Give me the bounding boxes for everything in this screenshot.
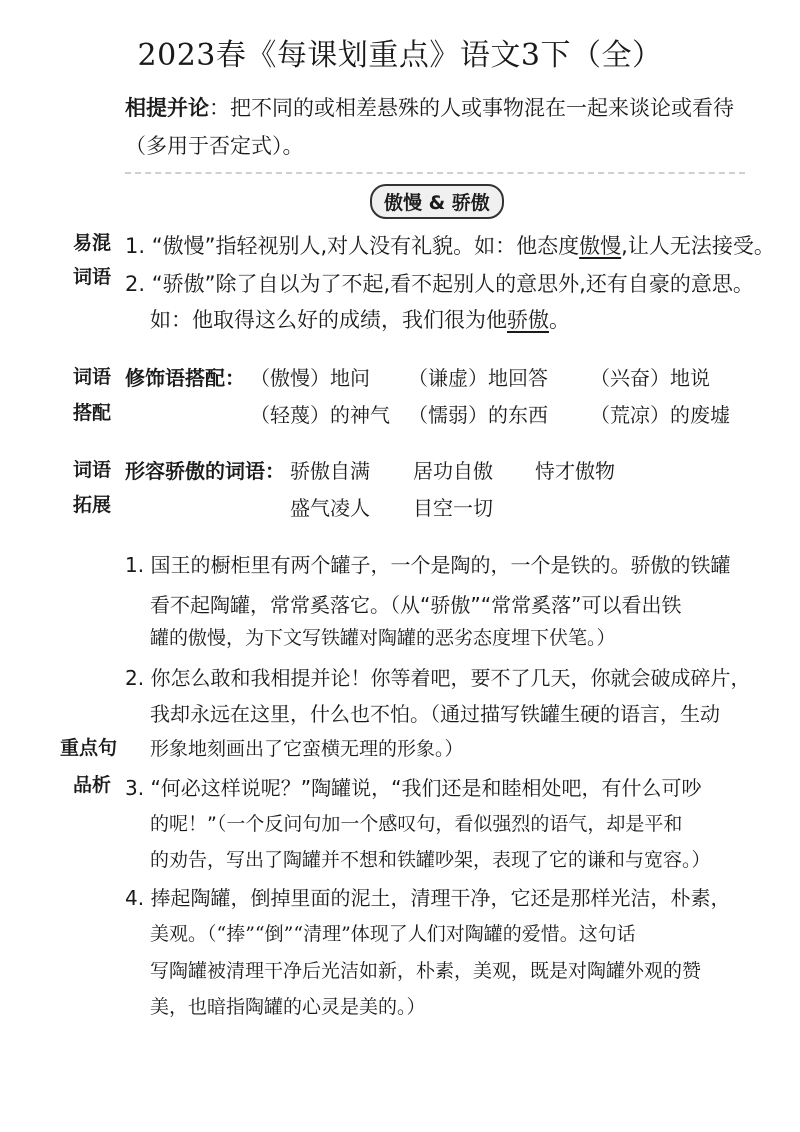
extension-heading: 形容骄傲的词语： bbox=[125, 459, 285, 483]
extension-word: 居功自傲 bbox=[413, 459, 493, 483]
sentence-3-line-1: 3. “何必这样说呢？”陶罐说，“我们还是和睦相处吧，有什么可吵 bbox=[125, 776, 702, 800]
collocation-cell: （谦虚）地回答 bbox=[408, 366, 548, 390]
sentence-2-line-2: 我却永远在这里，什么也不怕。（通过描写铁罐生硬的语言，生动 bbox=[150, 702, 720, 726]
sentence-1-line-2: 看不起陶罐，常常奚落它。（从“骄傲”“常常奚落”可以看出铁 bbox=[150, 593, 682, 617]
side-label-collocation-1: 词语 bbox=[73, 366, 112, 388]
sentence-4-line-2: 美观。（“捧”“倒”“清理”体现了人们对陶罐的爱惜。这句话 bbox=[150, 923, 636, 945]
collocation-cell: （荒凉）的废墟 bbox=[590, 403, 730, 427]
extension-word: 恃才傲物 bbox=[535, 459, 615, 483]
sentence-3-line-2: 的呢！”（一个反问句加一个感叹句，看似强烈的语气，却是平和 bbox=[150, 813, 683, 835]
example-marker: 如： bbox=[474, 234, 517, 258]
definition-line-2: （多用于否定式）。 bbox=[125, 134, 304, 158]
collocation-cell: （兴奋）地说 bbox=[590, 366, 710, 390]
side-label-collocation-2: 搭配 bbox=[73, 402, 112, 424]
sentence-2-line-1: 2. 你怎么敢和我相提并论！你等着吧，要不了几天，你就会破成碎片， bbox=[125, 666, 751, 690]
extension-word: 盛气凌人 bbox=[290, 496, 370, 520]
example-text-end: ,让人无法接受。 bbox=[621, 234, 775, 258]
example-text: 他取得这么好的成绩，我们很为他 bbox=[192, 308, 507, 332]
underlined-word: 傲慢 bbox=[579, 234, 622, 258]
side-label-analysis-1: 重点句 bbox=[60, 737, 118, 759]
item-number: 1. bbox=[125, 234, 146, 258]
definition-term: 相提并论 bbox=[125, 96, 209, 120]
definition-line-1 bbox=[125, 92, 734, 122]
extension-word: 骄傲自满 bbox=[290, 459, 370, 483]
side-label-extension-1: 词语 bbox=[73, 459, 112, 481]
side-label-confusable-2: 词语 bbox=[73, 266, 112, 288]
word-pair-badge: 傲慢 & 骄傲 bbox=[370, 184, 504, 219]
confusable-item-1 bbox=[125, 230, 775, 260]
sentence-4-line-3: 写陶罐被清理干净后光洁如新，朴素，美观，既是对陶罐外观的赞 bbox=[150, 960, 702, 982]
collocation-heading: 修饰语搭配： bbox=[125, 366, 245, 390]
example-marker: 如： bbox=[150, 308, 192, 332]
underlined-word: 骄傲 bbox=[507, 308, 549, 332]
item-text: “傲慢”指轻视别人,对人没有礼貌。 bbox=[151, 234, 475, 258]
page-title: 2023春《每课划重点》语文3下（全） bbox=[137, 38, 663, 73]
side-label-confusable-1: 易混 bbox=[73, 232, 112, 254]
item-text: “骄傲”除了自以为了不起,看不起别人的意思外,还有自豪的意思。 bbox=[151, 272, 754, 296]
example-text-end: 。 bbox=[549, 308, 570, 332]
sentence-4-line-1: 4. 捧起陶罐，倒掉里面的泥土，清理干净，它还是那样光洁，朴素， bbox=[125, 886, 731, 910]
sentence-2-line-3: 形象地刻画出了它蛮横无理的形象。） bbox=[150, 738, 464, 760]
confusable-item-2 bbox=[125, 268, 754, 298]
sentence-4-line-4: 美，也暗指陶罐的心灵是美的。） bbox=[150, 996, 426, 1018]
collocation-cell: （傲慢）地问 bbox=[250, 366, 370, 390]
item-number: 2. bbox=[125, 272, 146, 296]
side-label-extension-2: 拓展 bbox=[73, 494, 112, 516]
side-label-analysis-2: 品析 bbox=[73, 774, 112, 796]
divider bbox=[125, 172, 745, 174]
sentence-1-line-3: 罐的傲慢，为下文写铁罐对陶罐的恶劣态度埋下伏笔。） bbox=[150, 627, 616, 649]
sentence-3-line-3: 的劝告，写出了陶罐并不想和铁罐吵架，表现了它的谦和与宽容。） bbox=[150, 849, 711, 871]
definition-text: ：把不同的或相差悬殊的人或事物混在一起来谈论或看待 bbox=[209, 96, 734, 120]
confusable-item-2-example bbox=[150, 304, 570, 334]
collocation-cell: （轻蔑）的神气 bbox=[250, 403, 390, 427]
collocation-cell: （懦弱）的东西 bbox=[408, 403, 548, 427]
extension-word: 目空一切 bbox=[413, 496, 493, 520]
sentence-1-line-1: 1. 国王的橱柜里有两个罐子，一个是陶的，一个是铁的。骄傲的铁罐 bbox=[125, 553, 731, 577]
example-text: 他态度 bbox=[516, 234, 580, 258]
